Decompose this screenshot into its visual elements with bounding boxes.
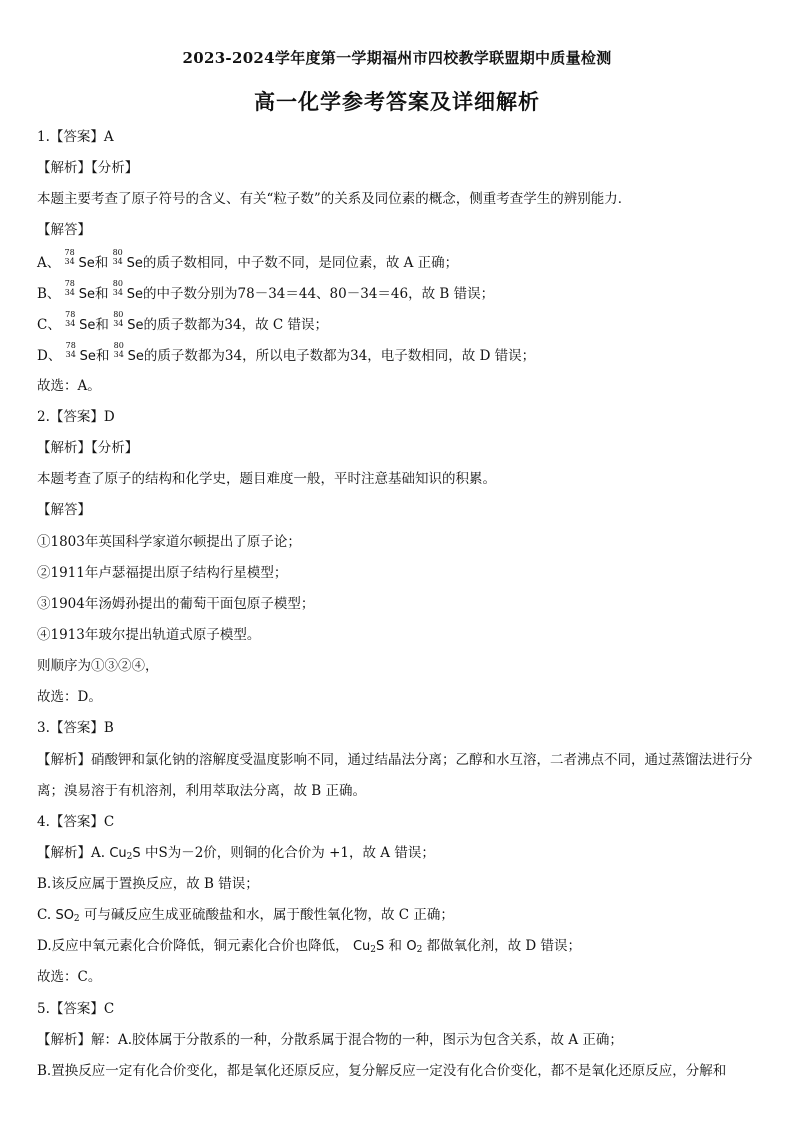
isotope-notation: 80 34	[113, 341, 124, 359]
q5-answer: 5.【答案】C	[37, 1001, 115, 1017]
isotope-notation: 80 34	[112, 279, 123, 297]
q1-analysis-text: 本题主要考查了原子符号的含义、有关“粒子数”的关系及同位素的概念，侧重考查学生的辨别能力．	[37, 191, 632, 207]
document-title: 2023-2024学年度第一学期福州市四校教学联盟期中质量检测	[182, 49, 612, 67]
q2-analysis-label: 【解析】【分析】	[37, 440, 139, 456]
q2-solution-label: 【解答】	[37, 502, 91, 518]
q2-analysis-text: 本题考查了原子的结构和化学史，题目难度一般，平时注意基础知识的积累。	[37, 471, 496, 487]
q4-option-d: D.反应中氧元素化合价降低，铜元素化合价也降低， $Cu_2S$ 和 $O_2$ 都做氧化剂，故 D 错误；	[37, 938, 582, 955]
q4-analysis-a: 【解析】A. $Cu_2S$ 中S为－2价，则铜的化合价为 +1，故 A 错误；	[37, 845, 435, 862]
q1-solution-label: 【解答】	[37, 222, 91, 238]
q1-option-a: A、 78 34 Se和 80 34 Se的质子数相同，中子数不同，是同位素，故 A 正确；	[37, 248, 459, 271]
isotope-notation: 78 34	[64, 279, 75, 297]
q5-analysis-a: 【解析】解：A.胶体属于分散系的一种，分散系属于混合物的一种，图示为包含关系，故 A 正确；	[37, 1032, 623, 1048]
isotope-notation: 78 34	[65, 310, 76, 328]
document-subtitle: 高一化学参考答案及详细解析	[254, 89, 540, 114]
q1-answer: 1.【答案】A	[37, 129, 114, 145]
q2-choice: 故选：D。	[37, 689, 102, 705]
q1-option-c: C、 78 34 Se和 80 34 Se的质子数都为34，故 C 错误；	[37, 310, 329, 333]
q1-option-d: D、 78 34 Se和 80 34 Se的质子数都为34，所以电子数都为34，电子数相同，故 D 错误；	[37, 341, 536, 364]
q2-item-2: ②1911年卢瑟福提出原子结构行星模型；	[37, 565, 288, 581]
q4-option-b: B.该反应属于置换反应，故 B 错误；	[37, 876, 259, 892]
q2-item-4: ④1913年玻尔提出轨道式原子模型。	[37, 627, 261, 643]
q1-choice: 故选：A。	[37, 378, 101, 394]
q1-analysis-label: 【解析】【分析】	[37, 160, 139, 176]
isotope-notation: 78 34	[65, 341, 76, 359]
q3-analysis: 【解析】硝酸钾和氯化钠的溶解度受温度影响不同，通过结晶法分离；乙醇和水互溶，二者沸点不同，通过蒸馏法进行分离；溴易溶于有机溶剂，利用萃取法分离，故 B 正确。	[37, 752, 753, 799]
q5-analysis-b: B.置换反应一定有化合价变化，都是氧化还原反应，复分解反应一定没有化合价变化，都不是氧化还原反应，分解和	[37, 1063, 727, 1079]
isotope-notation: 80 34	[113, 310, 124, 328]
q2-item-3: ③1904年汤姆孙提出的葡萄干面包原子模型；	[37, 596, 315, 612]
q3-answer: 3.【答案】B	[37, 720, 114, 736]
q2-answer: 2.【答案】D	[37, 409, 115, 425]
q4-answer: 4.【答案】C	[37, 814, 115, 830]
q1-option-b: B、 78 34 Se和 80 34 Se的中子数分别为78－34＝44、80－34＝46，故 B 错误；	[37, 279, 495, 302]
isotope-notation: 78 34	[64, 248, 75, 266]
q4-option-c: C. $SO_2$ 可与碱反应生成亚硫酸盐和水，属于酸性氧化物，故 C 正确；	[37, 907, 454, 924]
q4-choice: 故选：C。	[37, 969, 102, 985]
q2-order: 则顺序为①③②④，	[37, 658, 159, 674]
q2-item-1: ①1803年英国科学家道尔顿提出了原子论；	[37, 534, 301, 550]
isotope-notation: 80 34	[112, 248, 123, 266]
